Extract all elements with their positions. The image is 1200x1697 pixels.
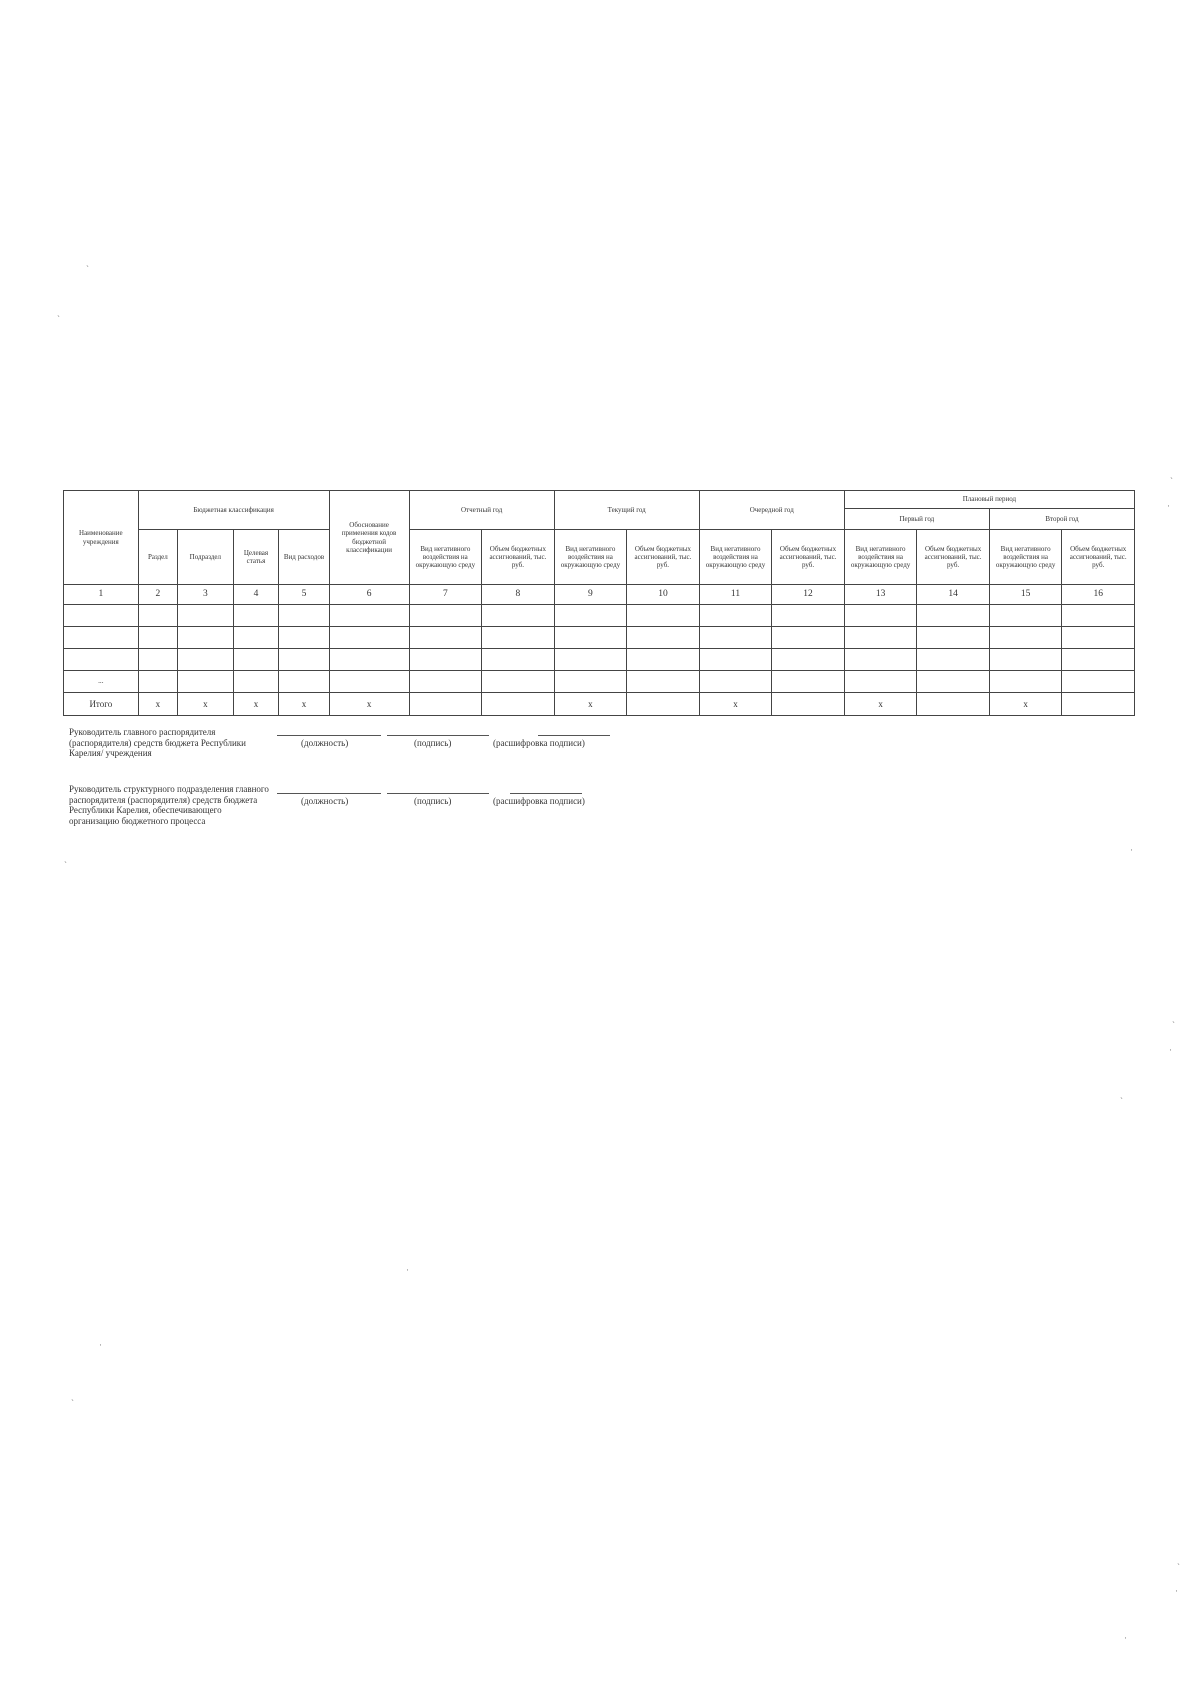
header-next-year: Очередной год bbox=[699, 491, 844, 530]
decoding-line bbox=[538, 735, 610, 736]
header-impact-type: Вид негативного воздействия на окружающую среду bbox=[989, 530, 1062, 585]
total-cell: х bbox=[699, 693, 772, 716]
scan-speck: · bbox=[1130, 845, 1133, 855]
total-cell bbox=[772, 693, 845, 716]
total-row bbox=[64, 693, 1135, 716]
scan-speck: ˎ bbox=[86, 257, 89, 267]
total-label: Итого bbox=[64, 693, 139, 716]
table-row bbox=[64, 671, 1135, 693]
decoding-caption: (расшифровка подписи) bbox=[493, 738, 585, 748]
scan-speck: ˏ bbox=[71, 1391, 74, 1401]
position-line bbox=[277, 793, 381, 794]
column-number: 5 bbox=[279, 585, 329, 605]
total-cell: х bbox=[178, 693, 233, 716]
signature-line bbox=[387, 735, 489, 736]
header-first-year: Первый год bbox=[844, 509, 989, 530]
column-number: 4 bbox=[233, 585, 279, 605]
total-cell bbox=[482, 693, 555, 716]
column-number: 9 bbox=[554, 585, 627, 605]
header-current-year: Текущий год bbox=[554, 491, 699, 530]
header-row-1 bbox=[64, 491, 1135, 509]
column-number: 15 bbox=[989, 585, 1062, 605]
header-volume: Объем бюджетных ассигнований, тыс. руб. bbox=[482, 530, 555, 585]
table-row bbox=[64, 627, 1135, 649]
total-cell: х bbox=[279, 693, 329, 716]
signature-caption: (подпись) bbox=[414, 796, 452, 806]
scan-speck: ˏ bbox=[64, 853, 67, 863]
header-target-article: Целевая статья bbox=[233, 530, 279, 585]
column-number-row bbox=[64, 585, 1135, 605]
signature-line bbox=[387, 793, 489, 794]
scan-speck: · bbox=[1167, 501, 1170, 511]
scan-speck: · bbox=[406, 1265, 409, 1275]
column-number: 1 bbox=[64, 585, 139, 605]
header-impact-type: Вид негативного воздействия на окружающую среду bbox=[409, 530, 482, 585]
header-institution-name: Наименование учреждения bbox=[64, 491, 139, 585]
scan-speck: ˎ bbox=[1120, 1089, 1123, 1099]
column-number: 7 bbox=[409, 585, 482, 605]
header-subsection: Подраздел bbox=[178, 530, 233, 585]
decoding-line bbox=[510, 793, 582, 794]
column-number: 11 bbox=[699, 585, 772, 605]
total-cell: х bbox=[554, 693, 627, 716]
header-row-3 bbox=[64, 530, 1135, 585]
column-number: 2 bbox=[138, 585, 177, 605]
scan-speck: ˏ bbox=[1177, 1555, 1180, 1565]
header-second-year: Второй год bbox=[989, 509, 1134, 530]
position-line bbox=[277, 735, 381, 736]
scan-speck: ˏ bbox=[57, 307, 60, 317]
header-section: Раздел bbox=[138, 530, 177, 585]
header-volume: Объем бюджетных ассигнований, тыс. руб. bbox=[627, 530, 700, 585]
scan-speck: · bbox=[1124, 1633, 1127, 1643]
header-impact-type: Вид негативного воздействия на окружающую среду bbox=[844, 530, 917, 585]
total-cell bbox=[1062, 693, 1135, 716]
budget-form-table bbox=[63, 490, 1135, 716]
column-number: 8 bbox=[482, 585, 555, 605]
signature-title-2: Руководитель структурного подразделения главного распорядителя (распорядителя) средств бюджета Республики Карелия, обеспечивающего организацию бюджетного процесса bbox=[69, 784, 269, 826]
scan-speck: · bbox=[99, 1340, 102, 1350]
column-number: 6 bbox=[329, 585, 409, 605]
total-cell bbox=[627, 693, 700, 716]
total-cell bbox=[917, 693, 990, 716]
total-cell: х bbox=[989, 693, 1062, 716]
header-justification: Обоснование применения кодов бюджетной классификации bbox=[329, 491, 409, 585]
signature-title-1: Руководитель главного распорядителя (распорядителя) средств бюджета Республики Карелия/ учреждения bbox=[69, 727, 246, 758]
scan-speck: · bbox=[1175, 1586, 1178, 1596]
total-cell: х bbox=[233, 693, 279, 716]
table-row bbox=[64, 649, 1135, 671]
column-number: 3 bbox=[178, 585, 233, 605]
position-caption: (должность) bbox=[301, 796, 349, 806]
header-expense-type: Вид расходов bbox=[279, 530, 329, 585]
ellipsis-cell: ... bbox=[64, 671, 139, 693]
header-impact-type: Вид негативного воздействия на окружающую среду bbox=[699, 530, 772, 585]
column-number: 13 bbox=[844, 585, 917, 605]
total-cell: х bbox=[844, 693, 917, 716]
table-row bbox=[64, 605, 1135, 627]
scan-speck: ˏ bbox=[1170, 469, 1173, 479]
header-volume: Объем бюджетных ассигнований, тыс. руб. bbox=[772, 530, 845, 585]
scan-speck: ˏ bbox=[1172, 1013, 1175, 1023]
total-cell: х bbox=[138, 693, 177, 716]
scan-speck: · bbox=[1169, 1045, 1172, 1055]
signature-caption: (подпись) bbox=[414, 738, 452, 748]
column-number: 16 bbox=[1062, 585, 1135, 605]
header-volume: Объем бюджетных ассигнований, тыс. руб. bbox=[1062, 530, 1135, 585]
column-number: 12 bbox=[772, 585, 845, 605]
column-number: 14 bbox=[917, 585, 990, 605]
header-budget-classification: Бюджетная классификация bbox=[138, 491, 329, 530]
total-cell bbox=[409, 693, 482, 716]
column-number: 10 bbox=[627, 585, 700, 605]
header-impact-type: Вид негативного воздействия на окружающую среду bbox=[554, 530, 627, 585]
total-cell: х bbox=[329, 693, 409, 716]
header-planning-period: Плановый период bbox=[844, 491, 1134, 509]
position-caption: (должность) bbox=[301, 738, 349, 748]
header-volume: Объем бюджетных ассигнований, тыс. руб. bbox=[917, 530, 990, 585]
decoding-caption: (расшифровка подписи) bbox=[493, 796, 585, 806]
header-reporting-year: Отчетный год bbox=[409, 491, 554, 530]
